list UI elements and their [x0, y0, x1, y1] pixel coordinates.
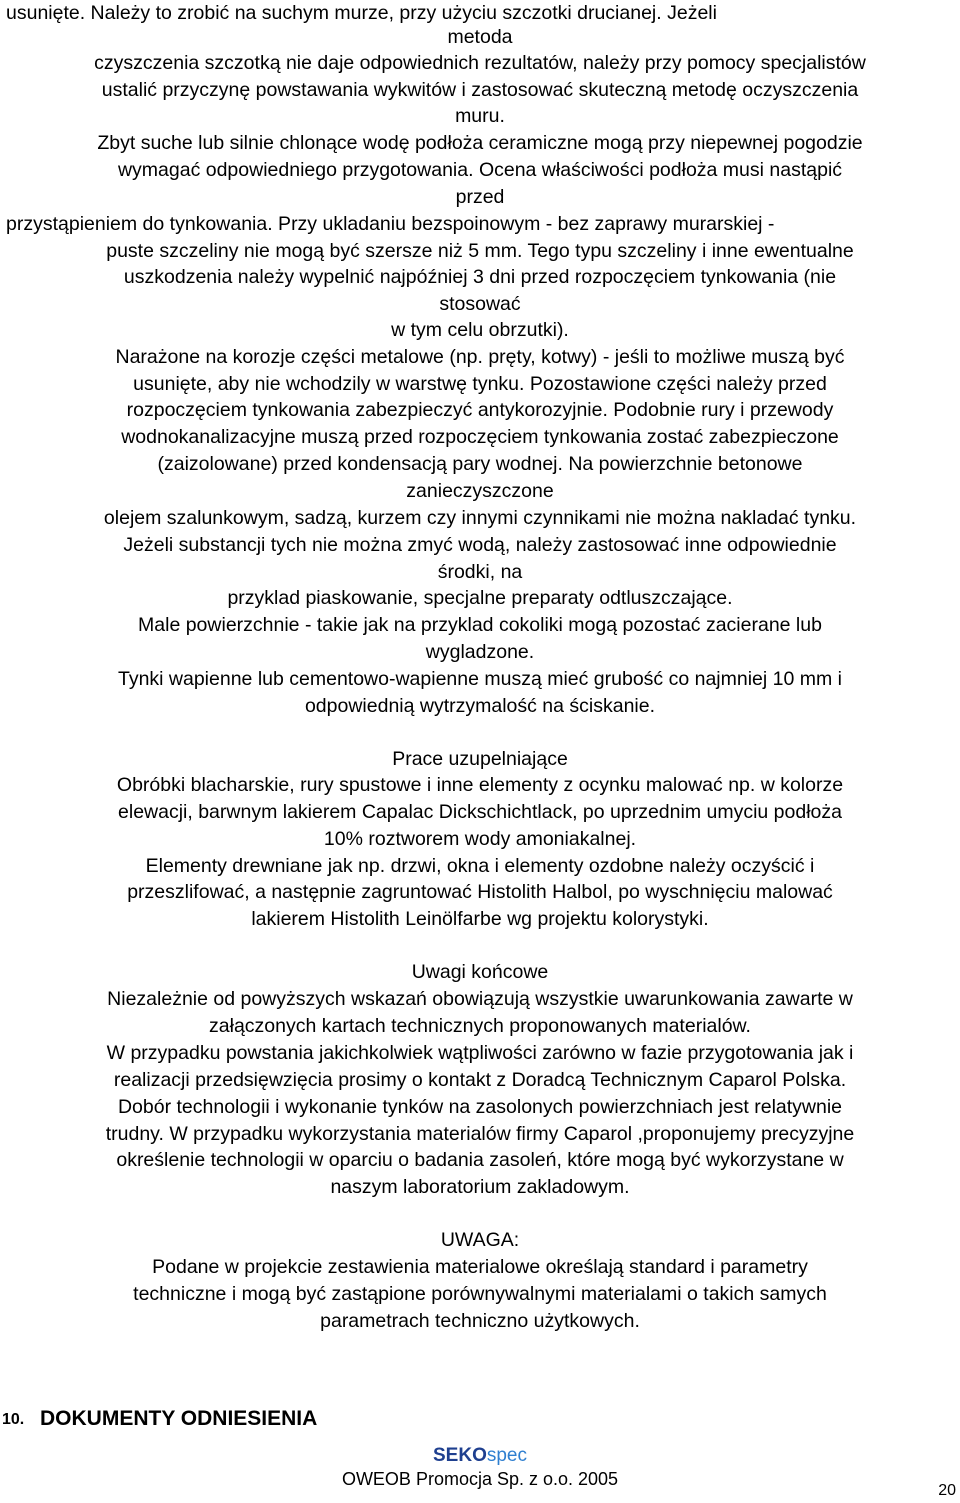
- body-line: wygladzone.: [425, 641, 535, 663]
- body-line: odpowiednią wytrzymalość na ściskanie.: [304, 695, 656, 717]
- page-number: 20: [938, 1482, 956, 1499]
- footer-brand-logo: [0, 1445, 960, 1467]
- section-number: 10.: [2, 1411, 25, 1428]
- body-line: Jeżeli substancji tych nie można zmyć wodą, należy zastosować inne odpowiednie: [123, 534, 837, 556]
- body-line: W przypadku powstania jakichkolwiek wątpliwości zarówno w fazie przygotowania jak i: [106, 1042, 854, 1064]
- body-line: środki, na: [437, 561, 523, 583]
- body-line: lakierem Histolith Leinölfarbe wg projektu kolorystyki.: [251, 908, 709, 930]
- body-line: olejem szalunkowym, sadzą, kurzem czy innymi czynnikami nie można nakladać tynku.: [103, 507, 857, 529]
- section-heading-uwagi: Uwagi końcowe: [411, 961, 549, 983]
- body-line: Male powierzchnie - takie jak na przyklad cokoliki mogą pozostać zacierane lub: [138, 614, 822, 636]
- body-line: naszym laboratorium zakladowym.: [330, 1176, 630, 1198]
- body-line: załączonych kartach technicznych proponowanych materialów.: [209, 1015, 751, 1037]
- body-line: ustalić przyczynę powstawania wykwitów i zastosować skuteczną metodę oczyszczenia: [101, 79, 859, 101]
- body-line: Podane w projekcie zestawienia materialowe określają standard i parametry: [152, 1256, 808, 1278]
- brand-part-spec: spec: [486, 1445, 527, 1466]
- body-line: Obróbki blacharskie, rury spustowe i inne elementy z ocynku malować np. w kolorze: [116, 774, 844, 796]
- body-line: wymagać odpowiedniego przygotowania. Ocena właściwości podłoża musi nastąpić: [117, 159, 843, 181]
- body-line: puste szczeliny nie mogą być szersze niż 5 mm. Tego typu szczeliny i inne ewentualne: [106, 240, 854, 262]
- body-line: usunięte. Należy to zrobić na suchym murze, przy użyciu szczotki drucianej. Jeżeli: [6, 2, 717, 24]
- body-line: Narażone na korozje części metalowe (np. pręty, kotwy) - jeśli to możliwe muszą być: [115, 346, 845, 368]
- body-line: stosować: [439, 293, 521, 315]
- section-heading-prace: Prace uzupelniające: [392, 748, 568, 770]
- body-line: Elementy drewniane jak np. drzwi, okna i elementy ozdobne należy oczyścić i: [145, 855, 815, 877]
- body-line: usunięte, aby nie wchodzily w warstwę tynku. Pozostawione części należy przed: [133, 373, 827, 395]
- body-line: parametrach techniczno użytkowych.: [320, 1310, 640, 1332]
- body-line: elewacji, barwnym lakierem Capalac Dickschichtlack, po uprzednim umyciu podłoża: [118, 801, 842, 823]
- body-line: przeszlifować, a następnie zagruntować Histolith Halbol, po wyschnięciu malować: [127, 881, 833, 903]
- body-line: określenie technologii w oparciu o badania zasoleń, które mogą być wykorzystane w: [116, 1149, 844, 1171]
- footer-company: OWEOB Promocja Sp. z o.o. 2005: [341, 1469, 619, 1489]
- body-line: (zaizolowane) przed kondensacją pary wodnej. Na powierzchnie betonowe: [157, 453, 803, 475]
- body-line: techniczne i mogą być zastąpione porównywalnymi materialami o takich samych: [133, 1283, 827, 1305]
- body-line: muru.: [455, 105, 505, 127]
- brand-part-seko: SEKO: [433, 1445, 487, 1466]
- body-line: zanieczyszczone: [406, 480, 554, 502]
- body-line: Tynki wapienne lub cementowo-wapienne muszą mieć grubość co najmniej 10 mm i: [117, 668, 842, 690]
- body-line: Dobór technologii i wykonanie tynków na zasolonych powierzchniach jest relatywnie: [117, 1096, 843, 1118]
- body-line: w tym celu obrzutki).: [391, 319, 569, 341]
- body-line: uszkodzenia należy wypelnić najpóźniej 3 dni przed rozpoczęciem tynkowania (nie: [123, 266, 837, 288]
- body-line: przyklad piaskowanie, specjalne preparaty odtluszczające.: [227, 587, 733, 609]
- body-line: Niezależnie od powyższych wskazań obowiązują wszystkie uwarunkowania zawarte w: [107, 988, 853, 1010]
- body-line: wodnokanalizacyjne muszą przed rozpoczęciem tynkowania zostać zabezpieczone: [121, 426, 839, 448]
- section-title: DOKUMENTY ODNIESIENIA: [40, 1407, 318, 1430]
- body-line: przed: [455, 186, 505, 208]
- body-line: 10% roztworem wody amoniakalnej.: [323, 828, 637, 850]
- body-line: czyszczenia szczotką nie daje odpowiednich rezultatów, należy przy pomocy specjalistów: [94, 52, 866, 74]
- body-line: Zbyt suche lub silnie chlonące wodę podłoża ceramiczne mogą przy niepewnej pogodzie: [97, 132, 863, 154]
- body-line: przystąpieniem do tynkowania. Przy ukladaniu bezspoinowym - bez zaprawy murarskiej -: [6, 213, 775, 235]
- body-line: realizacji przedsięwzięcia prosimy o kontakt z Doradcą Technicznym Caparol Polska.: [113, 1069, 847, 1091]
- body-line: metoda: [447, 26, 513, 48]
- section-heading-uwaga: UWAGA:: [440, 1229, 520, 1251]
- body-line: rozpoczęciem tynkowania zabezpieczyć antykorozyjnie. Podobnie rury i przewody: [126, 399, 834, 421]
- body-line: trudny. W przypadku wykorzystania materialów firmy Caparol ,proponujemy precyzyjne: [105, 1123, 855, 1145]
